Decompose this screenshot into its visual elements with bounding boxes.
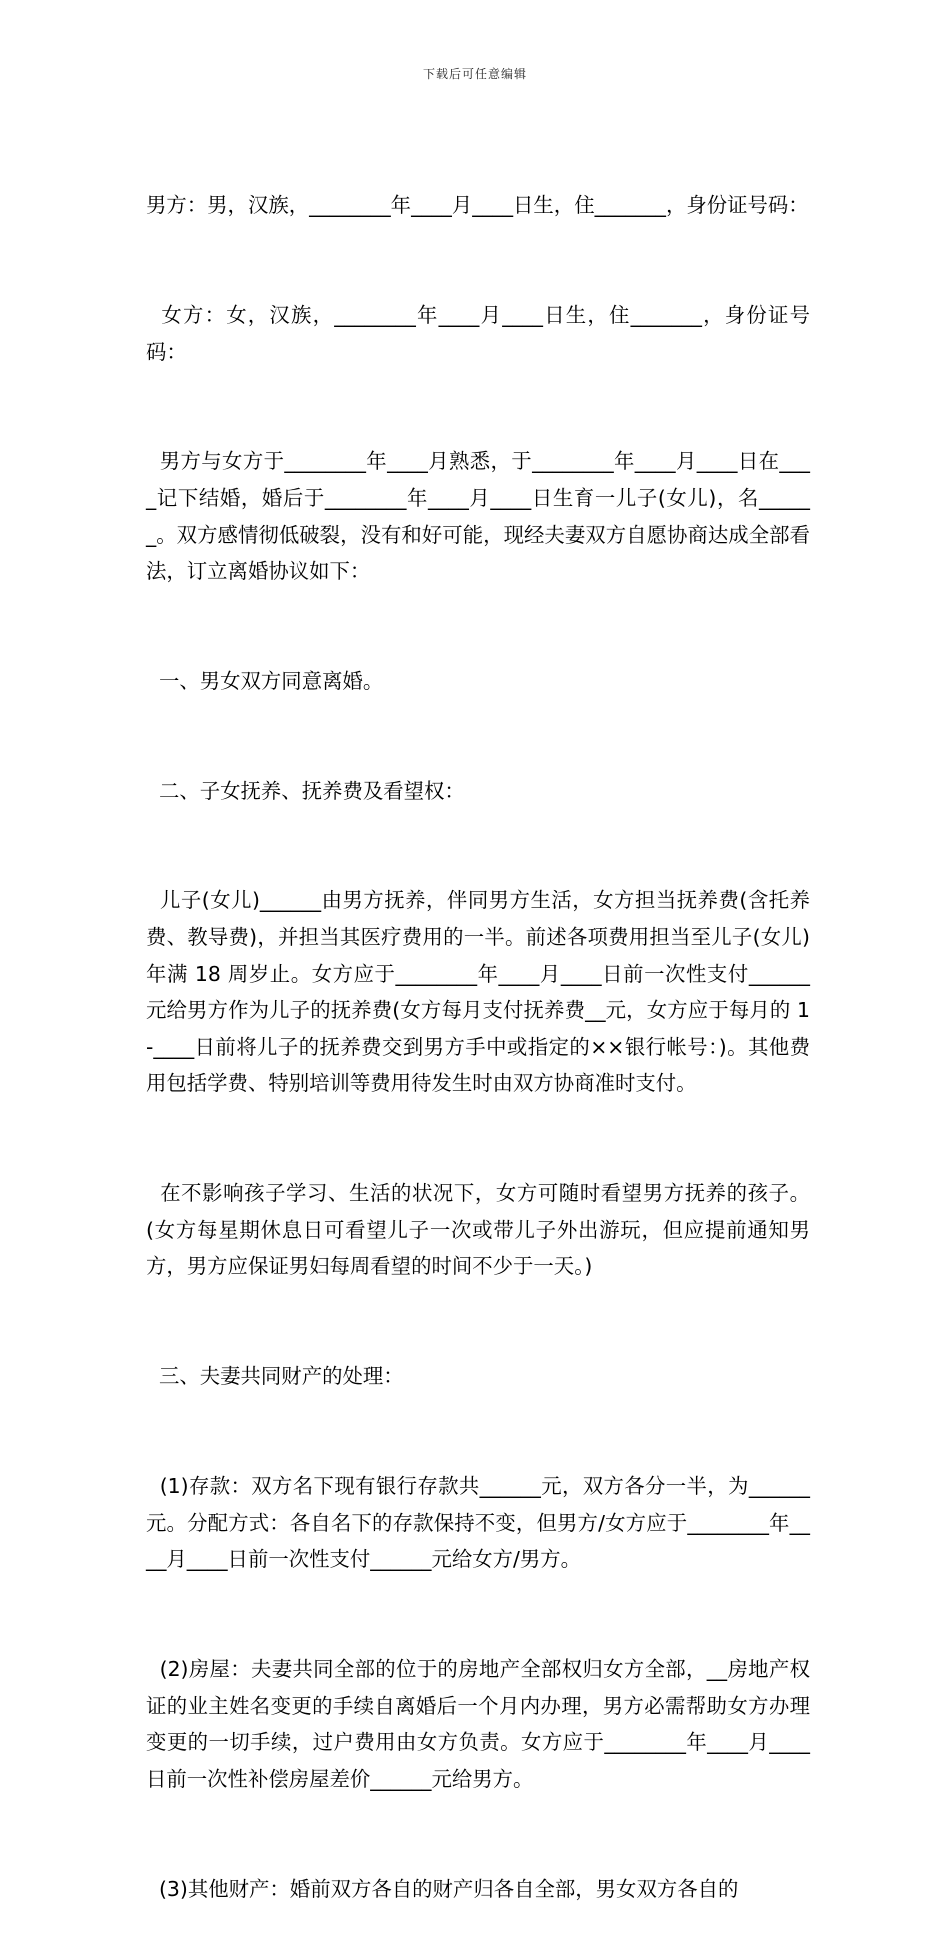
page-header: 下载后可任意编辑 — [422, 67, 527, 81]
paragraph-male-party: 男方：男，汉族，________年____月____日生，住_______，身份证号码： — [146, 193, 809, 218]
paragraph-visitation: 在不影响孩子学习、生活的状况下，女方可随时看望男方抚养的孩子。(女方每星期休息日可看望儿子一次或带儿子外出游玩，但应提前通知男方，男方应保证男妇每周看望的时间不少于一天。) — [146, 1181, 811, 1279]
clause-1-heading: 一、男女双方同意离婚。 — [146, 668, 384, 693]
paragraph-female-party: 女方：女，汉族，________年____月____日生，住_______，身份证号码： — [146, 302, 810, 364]
paragraph-other-property: (3)其他财产：婚前双方各自的财产归各自全部，男女双方各自的 — [146, 1876, 739, 1901]
paragraph-deposits: (1)存款：双方名下现有银行存款共______元，双方各分一半，为______元。分配方式：各自名下的存款保持不变，但男方/女方应于________年____月____日前一次性支付______元给女方/男方。 — [146, 1473, 810, 1572]
paragraph-house: (2)房屋：夫妻共同全部的位于的房地产全部权归女方全部，__房地产权证的业主姓名变更的手续自离婚后一个月内办理，男方必需帮助女方办理变更的一切手续，过户费用由女方负责。女方应于________年____月____日前一次性补偿房屋差价______元给男方。 — [146, 1656, 810, 1791]
document-body — [146, 114, 810, 1944]
paragraph-child-support: 儿子(女儿)______由男方抚养，伴同男方生活，女方担当抚养费(含托养费、教导费)，并担当其医疗费用的一半。前述各项费用担当至儿子(女儿)年满 18 周岁止。女方应于________年____月____日前一次性支付______元给男方作为儿子的抚养费(女方每月支付抚养费__元，女方应于每月的 1-____日前将儿子的抚养费交到男方手中或指定的××银行帐号：)。其他费用包括学费、特别培训等费用待发生时由双方协商准时支付。 — [146, 888, 810, 1096]
paragraph-marriage-background: 男方与女方于________年____月熟悉，于________年____月____日在____记下结婚，婚后于________年____月____日生育一儿子(女儿)，名______。双方感情彻低破裂，没有和好可能，现经夫妻双方自愿协商达成全部看法，订立离婚协议如下： — [146, 449, 810, 584]
clause-3-heading: 三、夫妻共同财产的处理： — [146, 1364, 404, 1389]
clause-2-heading: 二、子女抚养、抚养费及看望权： — [146, 778, 465, 803]
